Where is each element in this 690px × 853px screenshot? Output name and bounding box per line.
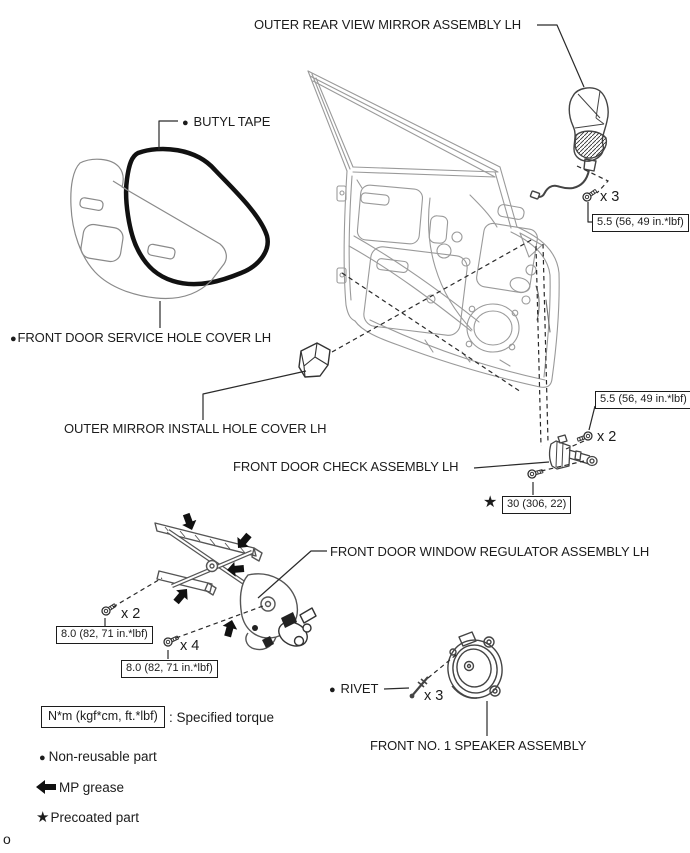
label-mirror-assembly: OUTER REAR VIEW MIRROR ASSEMBLY LH xyxy=(254,17,522,32)
window-regulator-illustration xyxy=(155,523,316,651)
label-door-check: FRONT DOOR CHECK ASSEMBLY LH xyxy=(233,459,459,474)
label-window-regulator: FRONT DOOR WINDOW REGULATOR ASSEMBLY LH xyxy=(330,544,650,559)
speaker-illustration xyxy=(443,632,506,702)
qty-rivets: x 3 xyxy=(424,688,444,704)
bullet-icon: ● xyxy=(329,683,336,696)
legend-mp-grease: MP grease xyxy=(36,780,124,796)
torque-box-mirror: 5.5 (56, 49 in.*lbf) xyxy=(592,214,689,232)
precoated-star-icon: ★ xyxy=(483,494,498,511)
label-butyl-tape: ● BUTYL TAPE xyxy=(182,114,271,129)
legend-non-reusable: ● Non-reusable part xyxy=(39,749,157,764)
bullet-icon: ● xyxy=(39,751,46,764)
label-service-hole-cover: ●FRONT DOOR SERVICE HOLE COVER LH xyxy=(10,330,272,345)
page-corner-char: o xyxy=(3,831,11,847)
legend-torque-description: : Specified torque xyxy=(169,710,275,725)
bullet-icon: ● xyxy=(182,116,189,129)
mirror-illustration xyxy=(530,88,608,199)
precoated-star-icon: ★ xyxy=(36,809,50,826)
label-speaker: FRONT NO. 1 SPEAKER ASSEMBLY xyxy=(370,738,587,753)
qty-regulator-lower-bolts: x 4 xyxy=(180,638,200,654)
torque-box-door-check: 5.5 (56, 49 in.*lbf) xyxy=(595,391,690,409)
label-rivet: ● RIVET xyxy=(329,681,379,696)
qty-regulator-upper-bolts: x 2 xyxy=(121,606,141,622)
butyl-tape-illustration xyxy=(126,149,268,284)
legend-torque-unit-box: N*m (kgf*cm, ft.*lbf) xyxy=(41,706,165,728)
qty-door-check-bolts: x 2 xyxy=(597,429,617,445)
label-mirror-install-hole-cover: OUTER MIRROR INSTALL HOLE COVER LH xyxy=(64,421,327,436)
service-hole-cover-illustration xyxy=(71,159,227,298)
torque-box-door-check-precoated: 30 (306, 22) xyxy=(502,496,571,514)
bullet-icon: ● xyxy=(10,332,17,345)
legend-precoated: ★Precoated part xyxy=(36,809,140,826)
qty-mirror-bolts: x 3 xyxy=(600,189,620,205)
torque-box-regulator-lower: 8.0 (82, 71 in.*lbf) xyxy=(121,660,218,678)
door-illustration xyxy=(308,71,559,387)
mp-grease-arrow-icon xyxy=(36,780,56,794)
torque-box-regulator-upper: 8.0 (82, 71 in.*lbf) xyxy=(56,626,153,644)
leader-lines xyxy=(105,25,595,736)
